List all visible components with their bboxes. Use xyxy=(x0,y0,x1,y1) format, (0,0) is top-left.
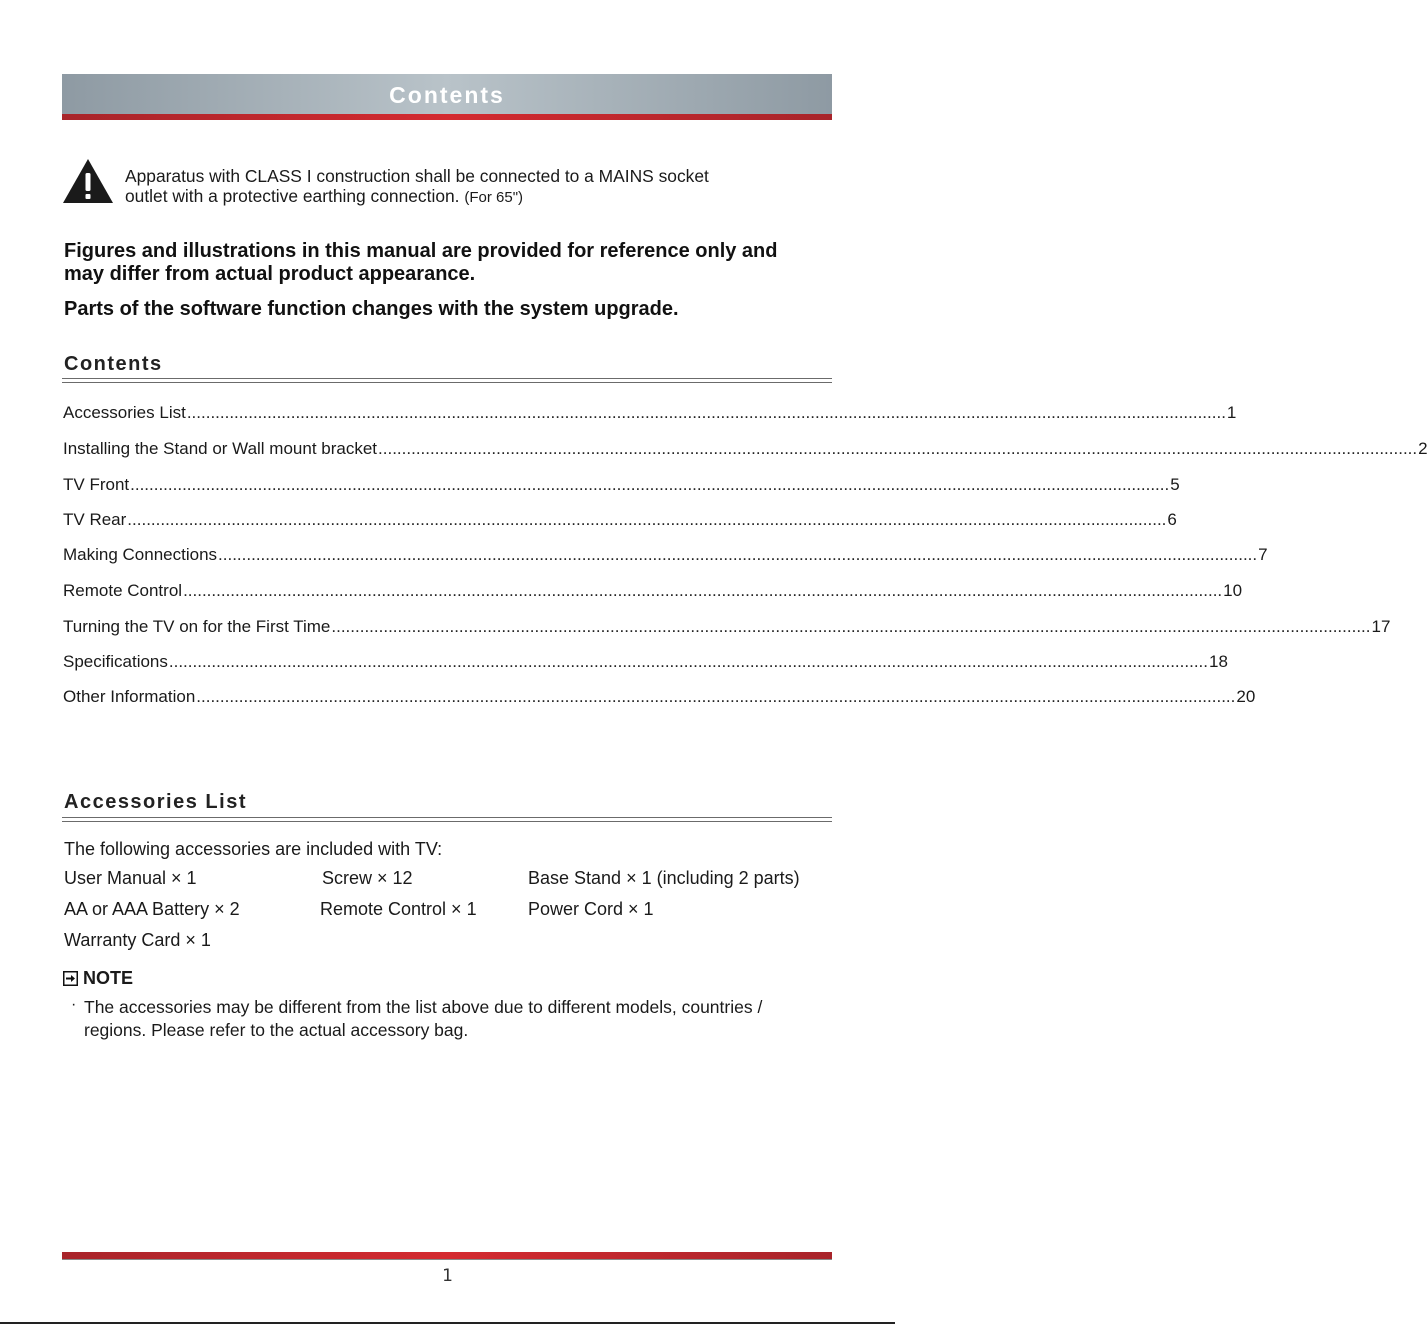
accessory-item: Screw × 12 xyxy=(322,868,413,888)
note-bullet: · xyxy=(71,996,77,1013)
toc-row[interactable] xyxy=(63,581,1243,601)
toc-row[interactable] xyxy=(63,403,1237,423)
toc-leader-dots: ............................................................................................................................................................................................................................ xyxy=(168,652,1208,671)
toc-leader-dots: ............................................................................................................................................................................................................................ xyxy=(331,617,1371,636)
toc-label: TV Rear xyxy=(63,510,127,529)
accessories-intro: The following accessories are included with TV: xyxy=(64,839,443,859)
banner-red-stripe xyxy=(62,114,832,120)
toc-page-number: 1 xyxy=(1226,403,1237,422)
header-banner xyxy=(62,74,832,116)
accessory-item: Base Stand × 1 (including 2 parts) xyxy=(528,868,800,888)
banner-title: Contents xyxy=(389,82,505,108)
accessories-rule xyxy=(62,817,832,822)
toc-label: Making Connections xyxy=(63,545,218,564)
accessory-item: Remote Control × 1 xyxy=(320,899,477,919)
note-text-line-2: regions. Please refer to the actual accessory bag. xyxy=(84,1020,469,1040)
note-heading xyxy=(63,968,133,989)
toc-leader-dots: ............................................................................................................................................................................................................................ xyxy=(183,581,1223,600)
toc-leader-dots: ............................................................................................................................................................................................................................ xyxy=(196,687,1236,706)
note-label: NOTE xyxy=(83,968,134,988)
accessory-item: User Manual × 1 xyxy=(64,868,197,888)
accessory-item: Warranty Card × 1 xyxy=(64,930,211,950)
toc-page-number: 20 xyxy=(1236,687,1256,706)
toc-row[interactable] xyxy=(63,545,1268,565)
toc-page-number: 6 xyxy=(1167,510,1177,529)
accessories-heading: Accessories List xyxy=(64,791,247,813)
toc-leader-dots: ............................................................................................................................................................................................................................ xyxy=(378,439,1418,458)
reference-notice xyxy=(64,240,844,286)
toc-page-number: 10 xyxy=(1223,581,1243,600)
toc-row[interactable] xyxy=(63,475,1180,495)
footer-red-bar xyxy=(62,1252,832,1259)
toc-page-number: 7 xyxy=(1258,545,1268,564)
warning-line-1: Apparatus with CLASS I construction shall be connected to a MAINS socket xyxy=(125,166,709,186)
toc-page-number: 2 xyxy=(1418,439,1428,458)
software-notice: Parts of the software function changes with the system upgrade. xyxy=(64,298,679,320)
reference-notice-line-2: may differ from actual product appearance. xyxy=(64,263,476,285)
toc-page-number: 17 xyxy=(1371,617,1391,636)
accessory-item: Power Cord × 1 xyxy=(528,899,654,919)
contents-heading: Contents xyxy=(64,353,163,375)
toc-label: TV Front xyxy=(63,475,130,494)
page-number: 1 xyxy=(442,1266,453,1286)
toc-page-number: 18 xyxy=(1208,652,1228,671)
toc-row[interactable] xyxy=(63,439,1428,459)
toc-leader-dots: ............................................................................................................................................................................................................................ xyxy=(130,475,1170,494)
warning-triangle-icon xyxy=(62,158,114,204)
note-text-line-1: The accessories may be different from the list above due to different models, countries / xyxy=(84,997,763,1017)
note-text xyxy=(84,996,834,1042)
toc-leader-dots: ............................................................................................................................................................................................................................ xyxy=(186,403,1226,422)
toc-leader-dots: ............................................................................................................................................................................................................................ xyxy=(127,510,1167,529)
toc-row[interactable] xyxy=(63,617,1391,637)
toc-row[interactable] xyxy=(63,687,1256,707)
toc-label: Turning the TV on for the First Time xyxy=(63,617,331,636)
warning-line-2: outlet with a protective earthing connection. (For 65") xyxy=(125,186,524,206)
reference-notice-line-1: Figures and illustrations in this manual are provided for reference only and xyxy=(64,240,778,262)
toc-label: Remote Control xyxy=(63,581,183,600)
warning-model-note: (For 65") xyxy=(464,189,524,206)
accessory-item: AA or AAA Battery × 2 xyxy=(64,899,240,919)
toc-label: Accessories List xyxy=(63,403,186,422)
note-arrow-icon xyxy=(63,971,78,986)
toc-row[interactable] xyxy=(63,510,1177,530)
toc-row[interactable] xyxy=(63,652,1228,672)
contents-rule xyxy=(62,378,832,383)
toc-label: Specifications xyxy=(63,652,168,671)
warning-text xyxy=(125,166,832,208)
toc-label: Other Information xyxy=(63,687,196,706)
toc-label: Installing the Stand or Wall mount bracket xyxy=(63,439,378,458)
toc-page-number: 5 xyxy=(1170,475,1180,494)
footer-rule xyxy=(62,1259,832,1260)
toc-leader-dots: ............................................................................................................................................................................................................................ xyxy=(218,545,1258,564)
